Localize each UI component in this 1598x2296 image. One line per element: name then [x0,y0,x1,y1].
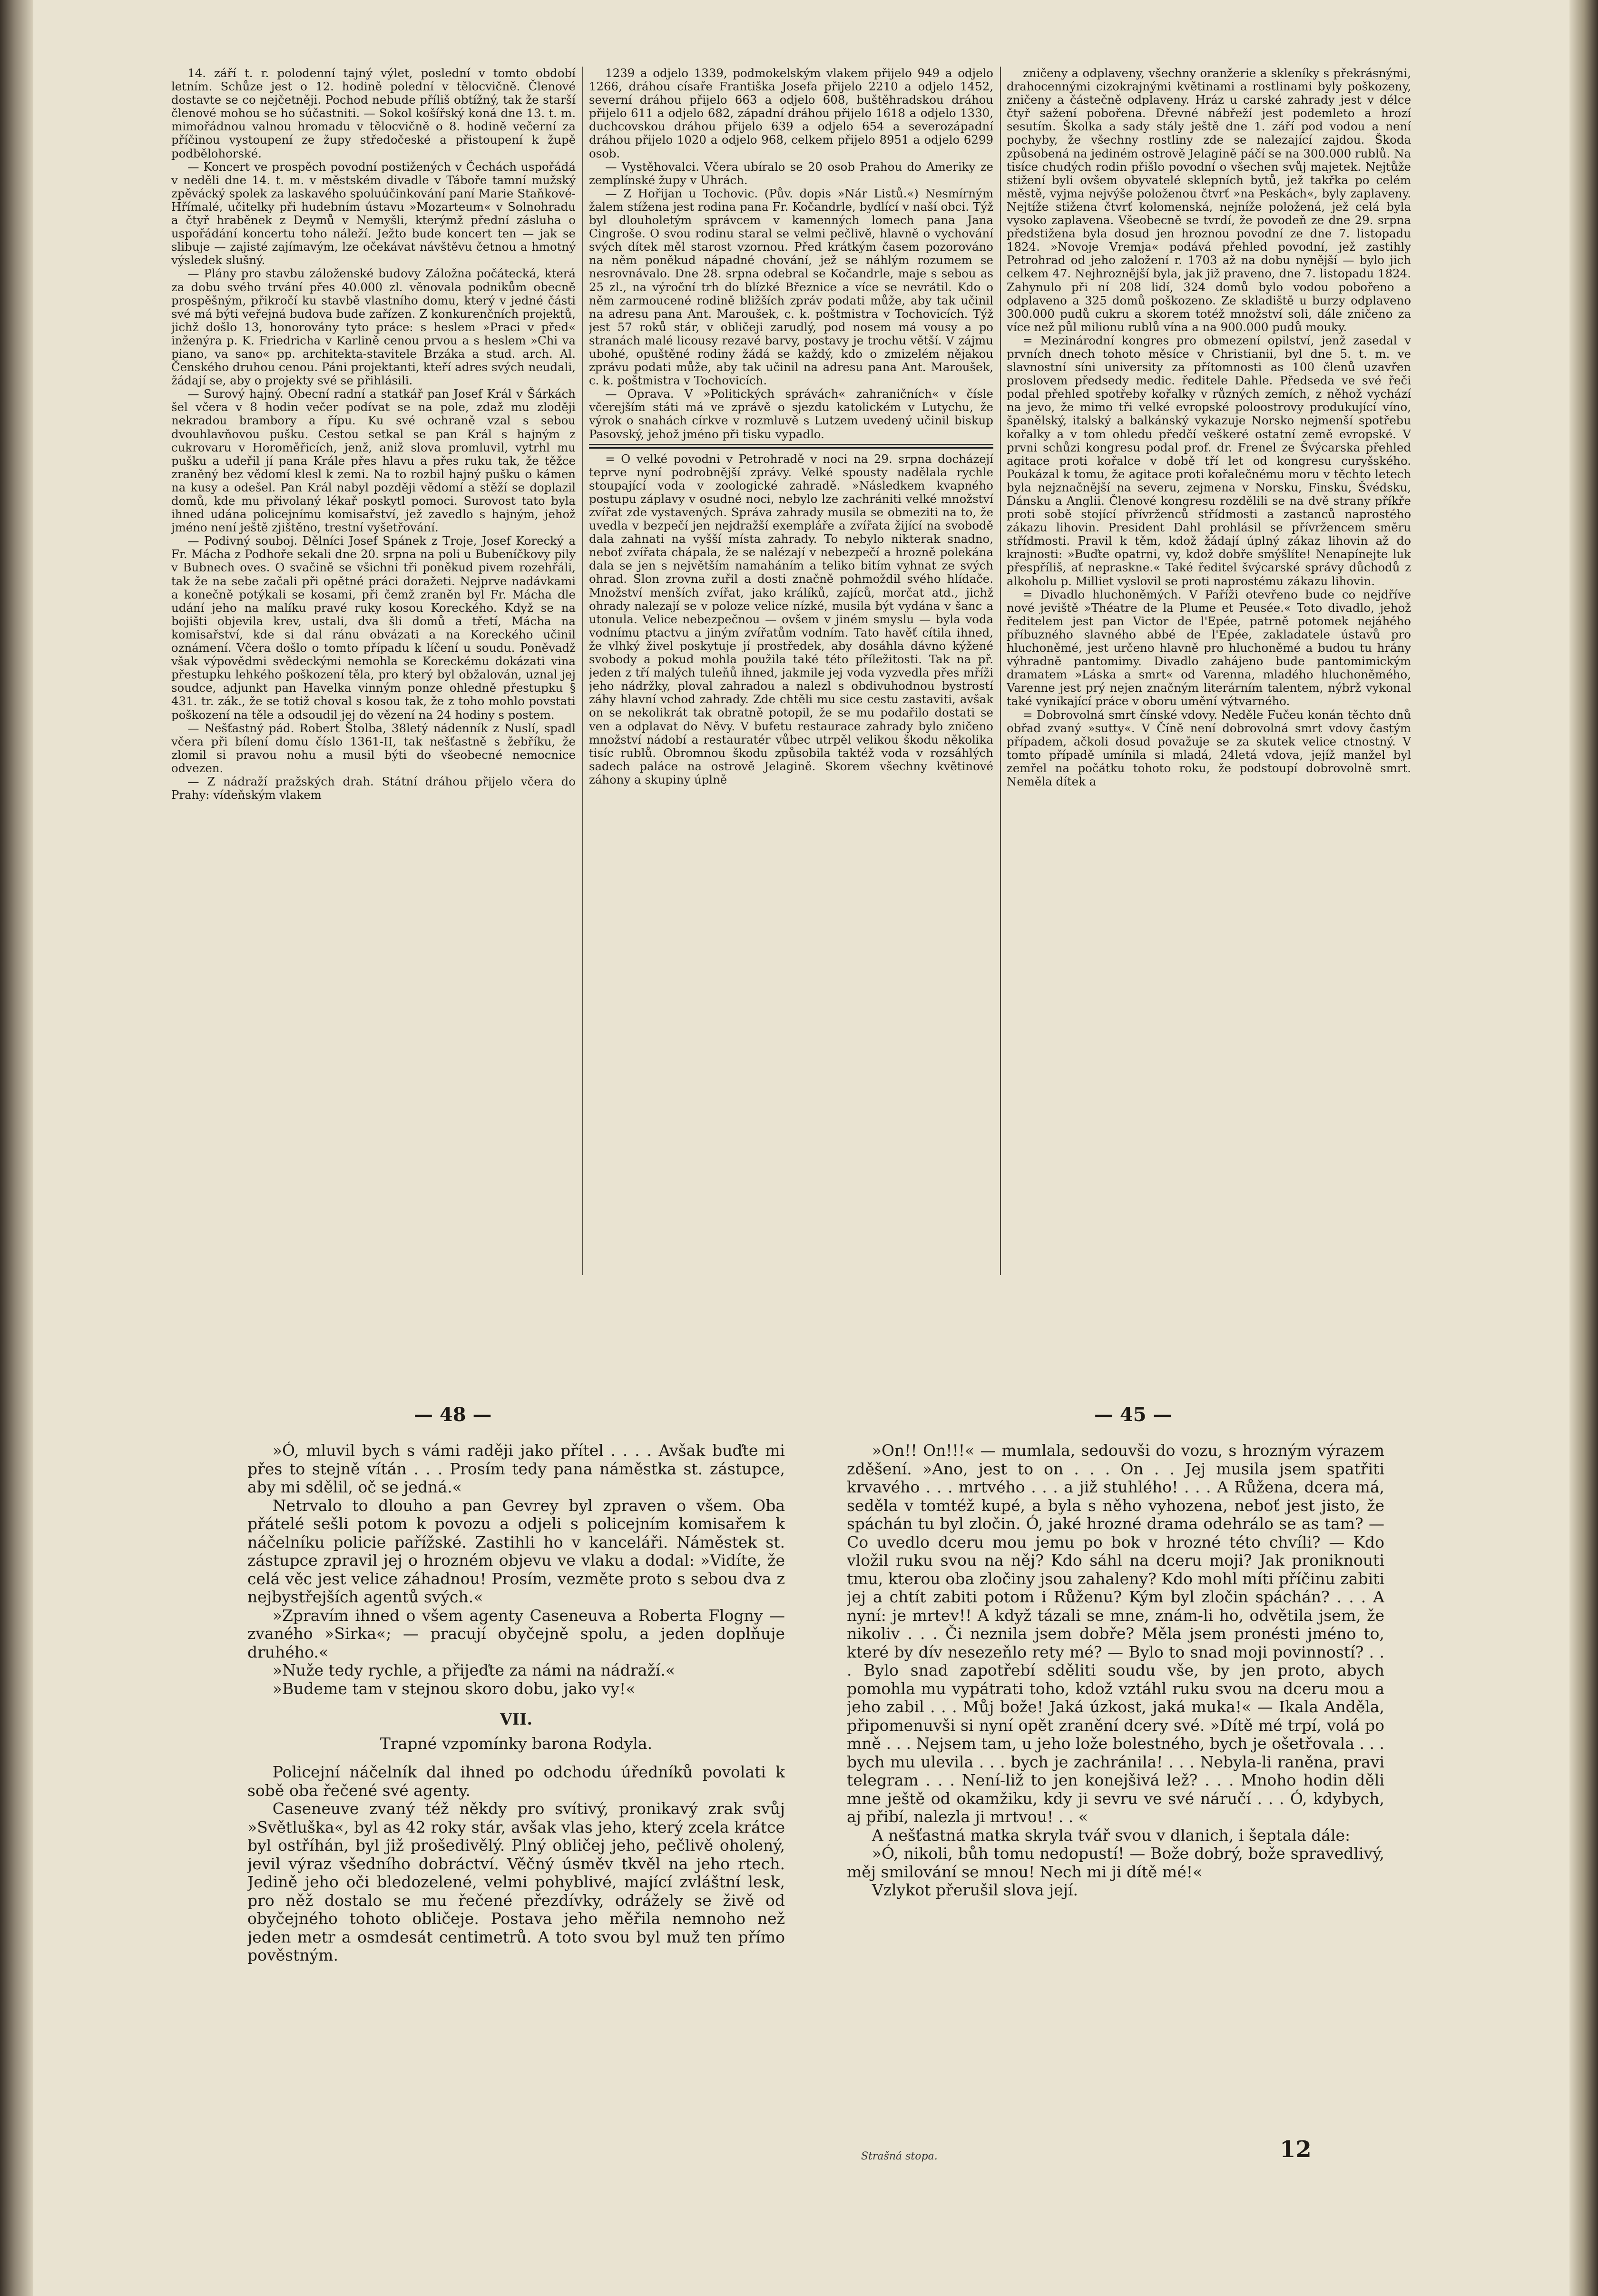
column-divider [1000,67,1001,1275]
column-3 [1007,67,1411,1275]
news-item: = Dobrovolná smrt čínské vdovy. Neděle Fučeu konán těchto dnů obřad zvaný »sutty«. V Číně není dobrovolná smrt vdovy častým případem, ačkoli dosud považuje se za skutek velice ctnostný. V tomto případě umínila si mladá, 24letá vdova, jejíž manžel byl zemřel na počátku tohoto roku, že podstoupí dobrovolně smrt. Neměla dítek a [1007,707,1411,788]
novel-paragraph: Caseneuve zvaný též někdy pro svítivý, pronikavý zrak svůj »Světluška«, byl as 42 roky stár, avšak vlas jeho, který zcela krátce byl ostříhán, byl již prošedivělý. Plný obličej jeho, pečlivě oholený, jevil výraz všedního dobráctví. Věčný úsměv tkvěl na jeho rtech. Jedině jeho oči bledozelené, velmi pohyblivé, mající zvláštní lesk, pro něž dostalo se mu řečené přezdívky, odrážely se živě od obyčejného tohoto obličeje. Postava jeho měřila nemnoho než jeden metr a osmdesát centimetrů. A toto svou byl muž ten přímo pověstným. [247,1799,785,1964]
news-item: = O velké povodni v Petrohradě v noci na 29. srpna docházejí teprve nyní podrobnější zprávy. Velké spousty nadělala rychle stoupající voda v zoologické zahradě. »Následkem kvapného postupu záplavy v osudné noci, nebylo lze zachrániti velké množství zvířat zde vystavených. Správa zahrady musila se obmeziti na to, že uvedla v bezpečí jen nejdražší exempláře a zvířata žijící na svobodě dala zahnati na vyšší místa zahrady. To nebylo nikterak snadno, neboť zvířata chápala, že se nalézají v nebezpečí a hrozně polekána dala se jen s největším namaháním a teliko bitím vyhnat ze svých ohrad. Slon zrovna zuřil a dosti značně pohmoždil svého hlídače. Množství menších zvířat, jako králíků, zajíců, morčat atd., jichž ohrady nalezají se v poloze velice nízké, musila být vydána v šanc a utonula. Velice nebezpečnou — ovšem v jiném smyslu — byla voda vodnímu ptactvu a jiným zvířatům vodním. Tato havěť cítila ihned, že vlhký živel poskytuje jí prostředek, aby dosáhla dávno kýžené svobody a pokud mohla použila také této příležitosti. Tak na př. jeden z tří malých tuleňů ihned, jakmile jej voda vyzvedla přes mříži jeho nádržky, ploval zahradou a nalezl s obdivuhodnou bystrostí záhy hlavní vchod zahrady. Zde chtěli mu sice cestu zastaviti, avšak on se nekolikrát tak obratně potopil, že se mu podařilo dostati se ven a odplavat do Něvy. V bufetu restaurace zahrady bylo zničeno množství nádobí a restauratér vůbec utrpěl velikou škodu několika tisíc rublů. Obromnou škodu způsobila taktéž voda v rozsáhlých sadech paláce na ostrově Jelagině. Skorem všechny květinové záhony a skupiny úplně [589,451,993,786]
novel-paragraph: Vzlykot přerušil slova její. [872,1881,1078,1899]
novel-paragraph: »Budeme tam v stejnou skoro dobu, jako vy!« [272,1679,636,1698]
chapter-number: VII. [500,1710,532,1728]
page-number-right: — 45 — [1094,1403,1172,1426]
novel-paragraph: »On!! On!!!« — mumlala, sedouvši do vozu, s hrozným výrazem zděšení. »Ano, jest to on . . . On . . Jej musila jsem spatřiti krvavého . . . mrtvého . . . a již stuhlého! . . . A Růžena, dcera má, seděla v tomtéž kupé, a byla s něho vyhozena, neboť jest jisto, že spáchán tu byl zločin. Ó, jaké hrozné drama odehrálo se as tam? — Co uvedlo dceru mou jemu po bok v hrozné této chvíli? — Kdo vložil ruku svou na něj? Kdo sáhl na dceru moji? Jak proniknouti tmu, kterou oba zločiny jsou zahaleny? Kdo mohl míti příčinu zabiti jej a chtít zabiti potom i Růženu? Kým byl zločin spáchán? . . . A nyní: je mrtev!! A když tázali se mne, znám-li ho, odvětila jsem, že nikoliv . . . Či neznila jsem dobře? Měla jsem pronésti jméno to, které by dív nesezeňlo rety mé? — Bylo to snad moji povinností? . . . Bylo snad zapotřebí sděliti soudu vše, by jen proto, abych pomohla mu vypátrati toho, kdož vztáhl ruku svou na dceru mou a jeho zabil . . . Můj bože! Jaká úzkost, jaká muka!« — Ikala Anděla, připomenuvši si nyní opět zranění dcery své. »Dítě mé trpí, volá po mně . . . Nejsem tam, u jeho lože bolestného, bych je ošetřovala . . . bych mu ulevila . . . bych je zachránila! . . . Nebyla-li raněna, pravi telegram . . . Není-liž to jen konejšivá lež? . . . Mnoho hodin děli mne ještě od okamžiku, kdy ji sevru ve své náručí . . . Ó, kdybych, aj přibí, nalezla ji mrtvou! . . « [847,1442,1384,1826]
news-item: = Divadlo hluchoněmých. V Paříži otevřeno bude co nejdříve nové jeviště »Théatre de la Plume et Peusée.« Toto divadlo, jehož ředitelem jest pan Victor de l'Epée, patrně potomek nejáhého příbuzného slavného abbé de l'Epée, zakladatele ústavů pro hluchoněmé, jest určeno hlavně pro hluchoněmé a budou tu hrány výhradně pantomimy. Divadlo zahájeno bude pantomimickým dramatem »Láska a smrt« od Varenna, mladého hluchoněmého, Varenne jest prý nejen značným literárním talentem, nýbrž vykonal také vynikající práce v oboru umění výtvarného. [1007,587,1411,708]
column-1 [171,67,576,1275]
column-divider [582,67,583,1275]
novel-right-page [847,1442,1384,2184]
news-item: — Podivný souboj. Dělníci Josef Spánek z Troje, Josef Korecký a Fr. Mácha z Podhoře sekali dne 20. srpna na poli u Bubeníčkovy pily v Bubnech oves. O svačině se všichni tři poněkud pivem rozehřáli, tak že na sebe začali při opětné práci doražeti. Nejprve nadávkami a konečně potýkali se kosami, při čemž zraněn byl Fr. Mácha dle udání jeho na malíku pravé ruky kosou Koreckého. Když se na bojišti objevila krev, ustali, dva šli domů a třetí, Mácha na komisařství, kde si dal ránu obvázati a na Koreckého učinil oznámení. Včera došlo o tomto případu k líčení u soudu. Poněvadž však výpovědmi svědeckými nemohla se Koreckému dokázati vina přestupku lehkého poškození těla, pro který byl obžalován, uznal jej soudce, adjunkt pan Havelka vinným ponze ohledně přestupku § 431. tr. zák., že se totiž choval s kosou tak, že z toho mohlo povstati poškození na těle a odsoudil jej do vězení na 24 hodiny s postem. [171,534,576,722]
novel-paragraph: »Ó, nikoli, bůh tomu nedopustí! — Bože dobrý, bože spravedlivý, měj smilování se mnou! Nech mi ji dítě mé!« [847,1844,1384,1881]
newspaper-section [171,67,1411,1275]
page-edge-left [0,0,33,2296]
news-item: — Z Hořijan u Tochovic. (Pův. dopis »Nár Listů.«) Nesmírným žalem stížena jest rodina pana Fr. Kočandrle, bydlící v naší obci. Týž byl dlouholetým správcem v kamenných lomech pana Jana Cingroše. O svou rodinu staral se velmi pečlivě, hlavně o vychování svých dítek měl starost vzornou. Před krátkým časem pozorováno na něm poněkud nápadné chování, jež se náhlým rozumem se nesrovnávalo. Dne 28. srpna odebral se Kočandrle, maje s sebou as 25 zl., na výroční trh do blízké Březnice a více se nevrátil. Kdo o něm zarmoucené rodině bližších zpráv podati může, aby tak učinil na adresu pana Ant. Maroušek, c. k. poštmistra v Tochovicích. Týž jest 57 roků stár, v obličeji zarudlý, pod nosem má vousy a po stranách malé licousy rezavé barvy, postavy je trochu větší. V zájmu ubohé, opuštěné rodiny žádá se každý, kdo o zmizelém nějakou zprávu podati může, aby tak učinil na adresu pana Ant. Maroušek, c. k. poštmistra v Tochovicích. [589,186,993,388]
page-number-left: — 48 — [414,1403,492,1426]
news-item: — Z nádraží pražských drah. Státní dráhou přijelo včera do Prahy: vídeňským vlakem [171,774,576,802]
news-item: — Oprava. V »Politických správách« zahraničních« v čísle včerejším státi má ve zprávě o sjezdu katolickém v Lutychu, že výrok o snahách církve v rozmluvě s Lutzem uvedený učinil biskup Pasovský, jehož jméno při tisku vypadlo. [589,387,993,441]
novel-paragraph: »Ó, mluvil bych s vámi raději jako přítel . . . . Avšak buďte mi přes to stejně vítán . . . Prosím tedy pana náměstka st. zástupce, aby mi sdělil, oč se jedná.« [247,1442,785,1496]
chapter-title: Trapné vzpomínky barona Rodyla. [380,1734,653,1753]
column-2 [589,67,993,1275]
news-item: — Koncert ve prospěch povodní postižených v Čechách uspořádá v neděli dne 14. t. m. v městském divadle v Táboře tamní mužský zpěvácký spolek za laskavého spoluúčinkování paní Marie Staňkové-Hřímalé, učitelky při hudebním ústavu »Mozarteum« v Solnohradu a čtyř hraběnek z Deymů v Nemyšli, kterýmž přední zásluha o uspořádání koncertu toho náleží. Ježto bude koncert ten — jak se slibuje — zajisté zajímavým, lze očekávat návštěvu četnou a hmotný výsledek slušný. [171,159,576,267]
section-heading [589,444,993,449]
sheet-number: 12 [1280,2136,1312,2163]
news-item: 1239 a odjelo 1339, podmokelským vlakem přijelo 949 a odjelo 1266, dráhou císaře Františka Josefa přijelo 2210 a odjelo 1452, severní dráhou přijelo 663 a odjelo 608, buštěhradskou dráhou přijelo 611 a odjelo 682, západní dráhou přijelo 1618 a odjelo 1330, duchcovskou dráhou přijelo 639 a odjelo 654 a severozápadní dráhou přijelo 1020 a odjelo 968, celkem přijelo 8951 a odjelo 6299 osob. [589,67,993,160]
novel-paragraph: Netrvalo to dlouho a pan Gevrey byl zpraven o všem. Oba přátelé sešli potom k povozu a odjeli s policejním komisařem k náčelníku policie pařížské. Zastihli ho v kanceláři. Náměstek st. zástupce zpravil jej o hrozném objevu ve vlaku a dodal: »Vidíte, že celá věc jest velice záhadnou! Prosím, vezměte proto s sebou dva z nejbystřejších agentů svých.« [247,1496,785,1606]
novel-paragraph: »Nuže tedy rychle, a přijeďte za námi na nádraží.« [272,1661,675,1679]
news-item: 14. září t. r. polodenní tajný výlet, poslední v tomto období letním. Schůze jest o 12. hodině polední v tělocvičně. Členové dostavte se co nejčetněji. Pochod nebude příliš obtížný, tak že starší členové mohou se ho súčastniti. — Sokol košířský koná dne 13. t. m. mimořádnou valnou hromadu v tělocvičně o 8. hodině večerní za příčinou vystoupení ze župy středočeské a přistoupení k župě podbělohorské. [171,67,576,160]
running-footer: Strašná stopa. [861,2150,938,2162]
news-item: = Mezinárodní kongres pro obmezení opilství, jenž zasedal v prvních dnech tohoto měsíce v Christianii, byl dne 5. t. m. ve slavnostní síni university za přítomnosti as 100 členů uzavřen proslovem předsedy medic. ředitele Dahle. Předseda ve své řeči podal přehled spotřeby kořalky v různých zemích, z něhož vychází na jevo, že mimo tři velké evropské poloostrovy produkující víno, španělský, italský a balkánský vykazuje Norsko nejmenší spotřebu kořalky a v tom ohledu předčí veškeré ostatní země evropské. V prvni schůzi kongresu podal prof. dr. Frenel ze Švýcarska přehled agitace proti kořalce v době tří let od kongresu curyšského. Poukázal k tomu, že agitace proti kořalečnému moru v těchto letech byla nejznačnější na severu, zejmena v Norsku, Finsku, Švédsku, Dánsku a Anglii. Členové kongresu rozdělili se na dvě strany příkře proti sobě stojící přívrženců střídmosti a zastanců naprostého zákazu lihovin. President Dahl prohlásil se přívržencem směru střídmosti. Pravil k těm, kdož žádají úplný zákaz lihovin až do krajnosti: »Buďte opatrni, vy, kdož dobře smýšlíte! Nenapínejte luk přespříliš, ať nepraskne.« Také ředitel švýcarské správy důchodů z alkoholu p. Milliet vyslovil se proti naprostému zákazu lihovin. [1007,333,1411,588]
news-item: — Plány pro stavbu záloženské budovy Záložna počátecká, která za dobu svého trvání přes 40.000 zl. věnovala podnikům obecně prospěšným, přikročí ku stavbě vlastního domu, který v jedné části své má býti veřejná budova bude zařízen. Z konkurenčních projektů, jichž došlo 13, honorovány tyto práce: s heslem »Praci v před« inženýra p. K. Friedricha v Karlině cenou prvou a s heslem »Chi va piano, va sano« pp. architekta-stavitele Brzáka a stud. arch. Al. Čenského druhou cenou. Páni projektanti, kteří adres svých neudali, žádají se, aby o projekty své se přihlásili. [171,266,576,388]
novel-paragraph: Policejní náčelník dal ihned po odchodu úředníků povolati k sobě oba řečené své agenty. [247,1763,785,1800]
news-item: zničeny a odplaveny, všechny oranžerie a skleníky s překrásnými, drahocennými cizokrajnými květinami a rostlinami byly poškozeny, zničeny a částečně odplaveny. Hráz u carské zahrady jest v délce čtyř sažení pobořena. Dřevné nábřeží jest podemleto a hrozí sesutím. Školka a sady stály ještě dne 1. září pod vodou a není pochyby, že všechny rostliny zde se nalezající zajdou. Škoda způsobená na jediném ostrově Jelagině páčí se na 300.000 rublů. Na tisíce chudých rodin přišlo povodní o všechen svůj majetek. Nejtůže stižení byli ovšem obyvatelé sklepních bytů, jež takřka po celém městě, vyjma nejvýše položenou čtvrť »na Peskách«, byly zaplaveny. Nejtíže stižena čtvrť kolomenská, nejníže položená, jež celá byla vysoko zaplavena. Všeobecně se tvrdí, že povodeň ze dne 29. srpna předstižena byla dosud jen hroznou povodní ze dne 7. listopadu 1824. »Novoje Vremja« podává přehled povodní, jež zastihly Petrohrad od jeho založení r. 1703 až na dobu nynější — bylo jich celkem 47. Nejhroznější byla, jak již praveno, dne 7. listopadu 1824. Zahynulo při ní 208 lidí, 324 domů bylo vodou pobořeno a odplaveno a 325 domů poškozeno. Ze skladiště u burzy odplaveno 300.000 pudů cukru a skorem totéž množství soli, dále zničeno za více než půl milionu rublů vína a na 900.000 pudů mouky. [1007,67,1411,334]
page-edge-right [1569,0,1598,2296]
news-item: — Vystěhovalci. Včera ubíralo se 20 osob Prahou do Ameriky ze zemplínské župy v Uhrách. [589,159,993,187]
novel-paragraph: »Zpravím ihned o všem agenty Caseneuva a Roberta Flogny — zvaného »Sirka«; — pracují obyčejně spolu, a jeden doplňuje druhého.« [247,1606,785,1661]
news-item: — Nešťastný pád. Robert Štolba, 38letý nádenník z Nuslí, spadl včera při bílení domu číslo 1361-II, tak nešťastně s žebříku, že zlomil si pravou nohu a musil býti do všeobecné nemocnice odvezen. [171,721,576,775]
novel-paragraph: A nešťastná matka skryla tvář svou v dlanich, i šeptala dále: [872,1825,1351,1845]
news-item: — Surový hajný. Obecní radní a statkář pan Josef Král v Šárkách šel včera v 8 hodin večer podívat se na pole, zdaž mu zloději nekradou brambory a řípu. Ku své ochraně vzal s sebou dvouhlavňovou pušku. Cestou setkal se pan Král s hajným z cukrovaru v Horoměřicích, jenž, aniž slova promluvil, vytrhl mu pušku a udeřil jí pana Krále přes hlavu a přes ruku tak, že těžce zraněný bez vědomí klesl k zemi. Na to rozbil hajný pušku o kámen na kusy a odešel. Pan Král nabyl později vědomí a stěží se doplazil domů, kde mu přivolaný lékař poskytl pomoci. Surovost tato byla ihned udána policejnímu komisařství, jež zavedlo s hajným, jehož jméno není ještě zjištěno, trestní vyšetřování. [171,387,576,535]
novel-left-page [247,1442,785,2184]
